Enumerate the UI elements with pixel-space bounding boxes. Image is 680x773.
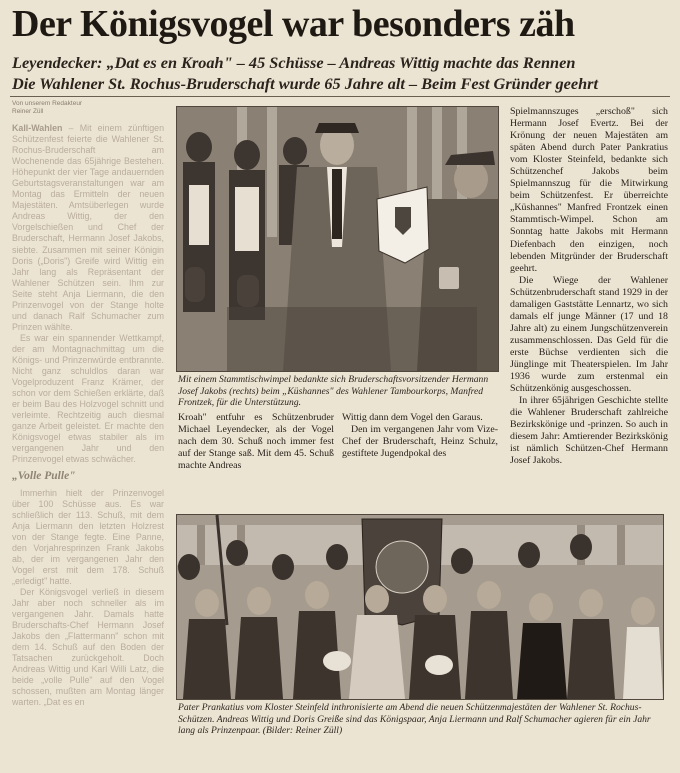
left-paragraph-4: Der Königsvogel verließ in diesem Jahr aber noch schneller als im vergangenen Jahr. Damals hatte Bruderschafts-Chef Hermann Josef Jakobs den „Flattermann" schon mit dem 14. Schuß auf den Boden der Tatsachen zurückgeholt. Doch Andreas Wittig und Karl Willi Latz, die beide „volle Pulle" auf den Vogel schossen, mußten am Montag länger warten. „Dat es en xyxy=(12,586,164,708)
photo-1-caption: Mit einem Stammtischwimpel bedankte sich Bruderschaftsvorsitzender Hermann Josef Jakobs (rechts) beim „Küshannes" des Wahlener Tambourkorps, Manfred Frontzek, für die Unterstützung. xyxy=(178,374,489,408)
middle-paragraph-2: Wittig dann dem Vogel den Garaus. xyxy=(342,412,483,423)
byline xyxy=(12,100,162,116)
left-paragraph-1 xyxy=(12,123,164,333)
subheadline-line-2: Die Wahlener St. Rochus-Bruderschaft wurde 65 Jahre alt – Beim Fest Gründer geehrt xyxy=(12,74,599,93)
left-column xyxy=(12,123,164,763)
article-headline: Der Königsvogel war besonders zäh xyxy=(12,3,575,45)
section-heading: „Volle Pulle" xyxy=(12,470,76,483)
article-subheadline xyxy=(12,52,672,94)
right-paragraph-1: Spielmannszuges „erschoß" sich Hermann Josef Evertz. Bei der Krönung der neuen Majestäten am späten Abend durch Pater Pankratius vom Kloster Steinfeld, bedankte sich Schützenchef Jakobs beim Spielmannszug für die Mitwirkung beim Schützenfest. Er überreichte „Küshannes" Manfred Frontzek einen Stammtisch-Wimpel. Schon am Sonntag hatte Jakobs mit Hermann Diefenbach den einzigen, noch lebenden Mitgründer der Bruderschaft geehrt. xyxy=(510,106,668,274)
divider-rule xyxy=(10,96,670,97)
middle-paragraph-1: Kroah" entfuhr es Schützenbruder Michael Leyendecker, als der Vogel nach dem 30. Schuß noch immer fest auf der Stange saß. Mit dem 45. Schuß machte Andreas xyxy=(178,412,334,472)
left-paragraph-1-text: – Mit einem zünftigen Schützenfest feierte die Wahlener St. Rochus-Bruderschaft am Wochenende das 65jährige Bestehen. Höhepunkt der vier Tage andauernden Geburtstagsveranstaltungen war am Montag das Ermitteln der neuen Majestäten. Amtsüberlegen wurde Andreas Wittig, der den Vorgelschießen und Chef der Bruderschaft, Hermann Josef Jakobs, siebte. Zusammen mit seiner Königin Doris („Doris") Greife wird Wittig ein Jahr lang als Repräsentant der Wahlener Schützen sein. Ihm zur Seite steht Anja Liermann, die den Prinzenvogel von der Stange holte und danach Ralf Schumacher zum Prinzen wählte. xyxy=(12,123,164,332)
photo-group-majesties xyxy=(176,514,664,700)
photo-pennant-presentation xyxy=(176,106,499,372)
middle-column-2 xyxy=(342,412,498,460)
right-paragraph-3: In ihrer 65jährigen Geschichte stellte die Wahlener Bruderschaft zahlreiche Bezirkskönige und -prinzen. So auch in diesem Jahr: Amtierender Bezirkskönig ist nämlich Schützen-Chef Hermann Josef Jakobs. xyxy=(510,395,668,467)
right-column xyxy=(510,106,668,467)
photo-group-illustration xyxy=(177,515,663,699)
middle-paragraph-3: Den im vergangenen Jahr vom Vize-Chef der Bruderschaft, Heinz Schulz, gestiftete Jugendpokal des xyxy=(342,424,498,460)
dateline: Kall-Wahlen xyxy=(12,123,63,133)
photo-2-caption: Pater Prankatius vom Kloster Steinfeld inthronisierte am Abend die neuen Schützenmajestäten der Wahlener St. Rochus-Schützen. Andreas Wittig und Doris Greiße sind das Königspaar, Anja Liermann und Ralf Schumacher agieren für ein Jahr lang als Prinzenpaar. (Bilder: Reiner Züll) xyxy=(178,702,651,736)
subheadline-line-1: Leyendecker: „Dat es en Kroah" – 45 Schüsse – Andreas Wittig machte das Rennen xyxy=(12,53,576,72)
right-paragraph-2: Die Wiege der Wahlener Schützenbruderschaft stand 1929 in der damaligen Gaststätte Lennartz, wo sich damals elf junge Männer (17 und 18 Jahre alt) zu einem Jungschützenverein zusammenschlossen. Das Geld für die erste Büchse verdienten sich die Jünglinge mit Theaterspielen. Im Jahr 1936 wurde zum erstenmal ein Schützenkönig ausgeschossen. xyxy=(510,274,668,395)
middle-column-1 xyxy=(178,412,334,472)
left-paragraph-2: Es war ein spannender Wettkampf, der am Montagnachmittag um die Königs- und Prinzenwürde entbrannte. Nicht ganz schuldlos daran war Vogelproduzent Franz Krämer, der schon vor dem Schießen erklärte, daß er beim Bau des Holzvogel schnitt und verleimte. Rechtzeitig auch diesmal ganze Arbeit geleistet. Er machte den Königsvogel etwas stabiler als im vergangenen Jahr und den Prinzenvogel etwas schwächer. xyxy=(12,332,164,465)
byline-line-1: Von unserem Redakteur xyxy=(12,100,83,107)
byline-line-2: Reiner Züll xyxy=(12,108,44,115)
left-paragraph-3: Immerhin hielt der Prinzenvogel über 100 Schüsse aus. Es war schließlich der 113. Schuß, mit dem Anja Liermann den letzten Holzrest von der Stange fegte. Eine Panne, den Vorjahresprinzen Frank Jakobs ab, der im vergangenen Jahr den Vogel erst mit dem 178. Schuß „erledigt" hatte. xyxy=(12,487,164,586)
photo-pennant-illustration xyxy=(177,107,498,371)
